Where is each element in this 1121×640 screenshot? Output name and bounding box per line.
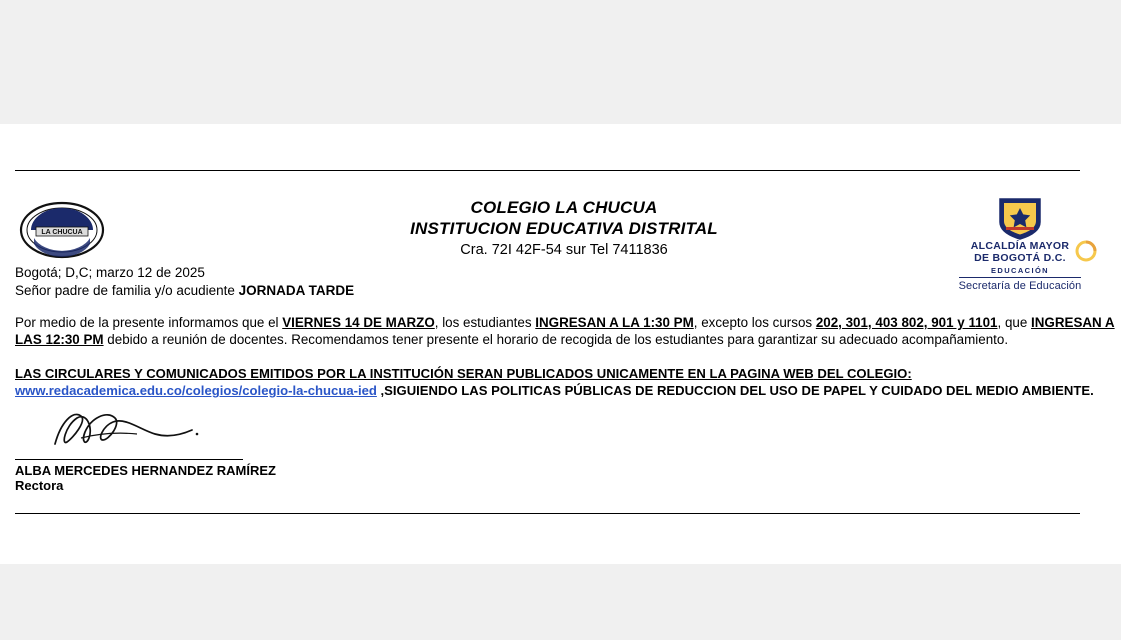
p1-text-d: , que bbox=[997, 315, 1032, 330]
school-name: COLEGIO LA CHUCUA bbox=[470, 198, 658, 217]
bogota-shield-icon bbox=[996, 196, 1044, 240]
school-website-link[interactable]: www.redacademica.edu.co/colegios/colegio-la-chucua-ied bbox=[15, 383, 377, 399]
addressee bbox=[15, 282, 354, 300]
viewer-bottom-background bbox=[0, 564, 1121, 640]
school-address: Cra. 72I 42F-54 sur Tel 7411836 bbox=[460, 242, 668, 258]
p1-text-a: Por medio de la presente informamos que el bbox=[15, 315, 283, 330]
p1-course-list: 202, 301, 403 802, 901 y 1101 bbox=[815, 315, 998, 330]
signature-line bbox=[15, 459, 243, 460]
place-date: Bogotá; D,C; marzo 12 de 2025 bbox=[15, 265, 205, 280]
alcaldia-line1: ALCALDÍA MAYOR bbox=[970, 240, 1070, 252]
alcaldia-line2: DE BOGOTÁ D.C. bbox=[974, 252, 1066, 265]
paragraph-web-notice bbox=[15, 365, 1120, 399]
school-subtitle: INSTITUCION EDUCATIVA DISTRITAL bbox=[410, 219, 718, 238]
p2-text-a: LAS CIRCULARES Y COMUNICADOS EMITIDOS POR LA INSTITUCIÓN SERAN PUBLICADOS UNICAMENTE EN LA PAGINA WEB bbox=[15, 366, 814, 381]
header-divider-top bbox=[15, 170, 1080, 171]
footer-divider bbox=[15, 513, 1080, 514]
letter-meta bbox=[15, 264, 354, 300]
paragraph-schedule bbox=[15, 314, 1115, 348]
p1-text-c: , excepto los cursos bbox=[693, 315, 816, 330]
alcaldia-line4: Secretaría de Educación bbox=[958, 279, 1082, 292]
svg-text:LA CHUCUA: LA CHUCUA bbox=[41, 229, 83, 236]
addressee-prefix: Señor padre de familia y/o acudiente bbox=[15, 282, 239, 298]
letterhead bbox=[15, 199, 1113, 258]
alcaldia-logo bbox=[955, 196, 1085, 292]
p1-time-exception: INGRESAN A LAS 12:30 PM bbox=[15, 315, 1115, 348]
signer-role: Rectora bbox=[15, 478, 64, 493]
document-content bbox=[15, 124, 1115, 564]
addressee-shift: JORNADA TARDE bbox=[238, 282, 355, 298]
svg-text:I.E.D.: I.E.D. bbox=[53, 242, 71, 249]
document-page bbox=[0, 124, 1121, 564]
signer-name: ALBA MERCEDES HERNANDEZ RAMÍREZ bbox=[15, 463, 276, 478]
p1-time-general: INGRESAN A LA 1:30 PM bbox=[535, 315, 694, 330]
handwritten-signature bbox=[37, 404, 207, 456]
p2-text-b: DEL COLEGIO: bbox=[813, 366, 912, 381]
p1-text-b: , los estudiantes bbox=[434, 315, 536, 330]
viewer-top-background bbox=[0, 0, 1121, 124]
alcaldia-divider bbox=[959, 277, 1081, 278]
p2-text-c: ,SIGUIENDO LAS POLITICAS PÚBLICAS DE REDUCCION DEL USO DE PAPEL Y CUIDADO DEL MEDIO AMBIENTE. bbox=[376, 383, 1094, 399]
alcaldia-line3: EDUCACIÓN bbox=[990, 265, 1050, 275]
education-swirl-icon bbox=[1075, 240, 1097, 262]
p1-date: VIERNES 14 DE MARZO bbox=[282, 315, 435, 330]
p1-text-e: debido a reunión de docentes. Recomendamos tener presente el horario de recogida de los estudiantes para garantizar su adecuado acompañamiento. bbox=[107, 332, 1009, 348]
